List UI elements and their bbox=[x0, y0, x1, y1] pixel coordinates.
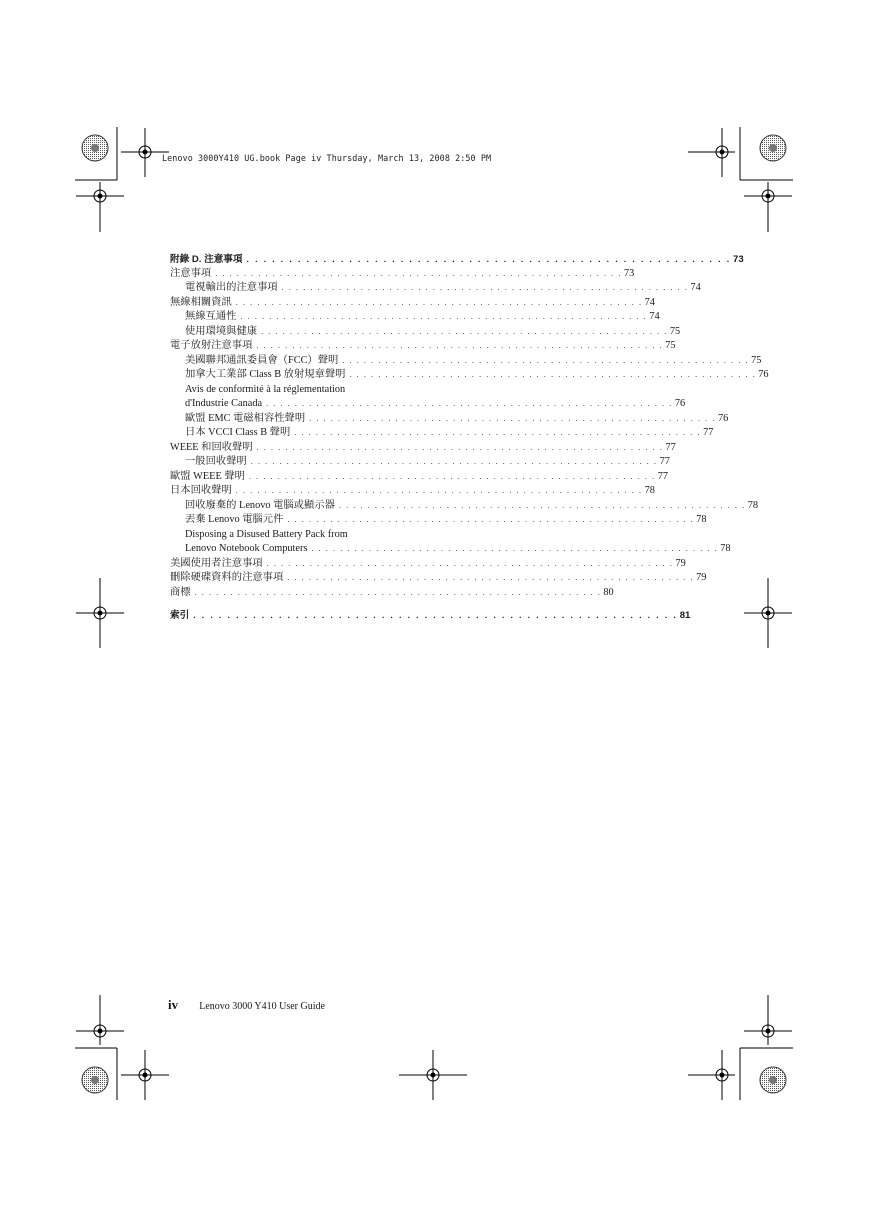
toc-entry-page: 73 bbox=[733, 254, 744, 265]
dot-leader: . . . . . . . . . . . . . . . . . . . . . . . . . . . . . . . . . . . . . . . . . . . . . . . . . . . . . . . . . bbox=[248, 471, 656, 481]
toc-entry-battery-line2[interactable] bbox=[170, 542, 731, 557]
toc-entry-japan-vcci[interactable] bbox=[170, 426, 714, 441]
toc-entry-avis-line2[interactable] bbox=[170, 397, 686, 412]
toc-entry-appendix-d[interactable] bbox=[170, 252, 744, 267]
toc-entry-battery-line1[interactable] bbox=[170, 528, 410, 543]
dot-leader: . . . . . . . . . . . . . . . . . . . . . . . . . . . . . . . . . . . . . . . . . . . . . . . . . . . . . . . . . bbox=[349, 370, 757, 379]
toc-entry-page: 73 bbox=[624, 267, 635, 279]
toc-entry-usage-env-health[interactable] bbox=[170, 325, 681, 340]
dot-leader: . . . . . . . . . . . . . . . . . . . . . . . . . . . . . . . . . . . . . . . . . . . . . . . . . . . . . . . . . bbox=[215, 268, 622, 278]
toc-entry-index[interactable] bbox=[170, 608, 691, 623]
toc-entry-title: 商標 bbox=[170, 586, 191, 598]
toc-entry-title: 日本 VCCI Class B 聲明 bbox=[185, 427, 291, 438]
toc-entry-title: Avis de conformité à la réglementation bbox=[185, 383, 346, 395]
toc-entry-page: 78 bbox=[720, 543, 731, 554]
toc-entry-page: 77 bbox=[703, 427, 714, 438]
toc-entry-title: 無線互通性 bbox=[185, 311, 237, 322]
toc-entry-wireless-interop[interactable] bbox=[170, 310, 660, 325]
dot-leader: . . . . . . . . . . . . . . . . . . . . . . . . . . . . . . . . . . . . . . . . . . . . . . . . . . . . . . . . . bbox=[250, 457, 658, 466]
dot-leader: . . . . . . . . . . . . . . . . . . . . . . . . . . . . . . . . . . . . . . . . . . . . . . . . . . . . . . . . . bbox=[235, 297, 643, 307]
toc-entry-title: 歐盟 EMC 電磁相容性聲明 bbox=[185, 412, 306, 424]
toc-entry-title: 回收廢棄的 Lenovo 電腦或顯示器 bbox=[185, 499, 335, 511]
dot-leader: . . . . . . . . . . . . . . . . . . . . . . . . . . . . . . . . . . . . . . . . . . . . . . . . . . . . . . . . . bbox=[309, 413, 716, 423]
toc-entry-avis-line1[interactable] bbox=[170, 383, 410, 398]
page-number: iv bbox=[168, 997, 179, 1012]
toc-entry-title: 索引 bbox=[170, 610, 190, 621]
toc-entry-page: 77 bbox=[659, 456, 670, 467]
toc-entry-page: 75 bbox=[669, 325, 681, 337]
dot-leader: . . . . . . . . . . . . . . . . . . . . . . . . . . . . . . . . . . . . . . . . . . . . . . . . . . . . . . . . . bbox=[246, 254, 732, 264]
toc-entry-title: 一般回收聲明 bbox=[185, 456, 247, 467]
toc-entry-page: 81 bbox=[679, 610, 691, 621]
toc-entry-page: 75 bbox=[665, 340, 676, 351]
toc-entry-title: 無線相關資訊 bbox=[170, 296, 232, 308]
dot-leader: . . . . . . . . . . . . . . . . . . . . . . . . . . . . . . . . . . . . . . . . . . . . . . . . . . . . . . . . . bbox=[311, 544, 719, 553]
toc-entry-title: 丟棄 Lenovo 電腦元件 bbox=[185, 514, 284, 525]
toc-entry-page: 74 bbox=[649, 311, 660, 322]
dot-leader: . . . . . . . . . . . . . . . . . . . . . . . . . . . . . . . . . . . . . . . . . . . . . . . . . . . . . . . . . bbox=[266, 399, 673, 408]
dot-leader: . . . . . . . . . . . . . . . . . . . . . . . . . . . . . . . . . . . . . . . . . . . . . . . . . . . . . . . . . bbox=[287, 573, 695, 582]
toc-entry-page: 78 bbox=[747, 499, 758, 511]
toc-entry-page: 74 bbox=[690, 282, 701, 293]
toc-entry-wireless-info[interactable] bbox=[170, 296, 655, 311]
toc-entry-fcc[interactable] bbox=[170, 354, 762, 369]
toc-entry-title: 歐盟 WEEE 聲明 bbox=[170, 470, 245, 482]
toc-entry-eu-weee[interactable] bbox=[170, 470, 669, 485]
toc-entry-canada-class-b[interactable] bbox=[170, 368, 769, 383]
toc-entry-page: 76 bbox=[717, 412, 729, 424]
toc-entry-title: 電子放射注意事項 bbox=[170, 340, 253, 351]
table-of-contents bbox=[170, 252, 769, 623]
toc-entry-title: 注意事項 bbox=[170, 267, 212, 279]
toc-entry-page: 79 bbox=[696, 572, 707, 583]
toc-gap bbox=[170, 600, 410, 608]
toc-entry-page: 74 bbox=[644, 296, 655, 308]
toc-entry-general-recycling[interactable] bbox=[170, 455, 670, 470]
dot-leader: . . . . . . . . . . . . . . . . . . . . . . . . . . . . . . . . . . . . . . . . . . . . . . . . . . . . . . . . . bbox=[235, 486, 643, 495]
toc-entry-emission-notices[interactable] bbox=[170, 339, 676, 354]
toc-entry-page: 76 bbox=[758, 369, 769, 380]
toc-entry-title: 加拿大工業部 Class B 放射規章聲明 bbox=[185, 369, 346, 380]
toc-entry-title: 電視輸出的注意事項 bbox=[185, 282, 278, 293]
toc-entry-page: 78 bbox=[696, 514, 707, 525]
toc-entry-title: Disposing a Disused Battery Pack from bbox=[185, 528, 348, 540]
book-title: Lenovo 3000 Y410 User Guide bbox=[199, 1001, 325, 1012]
toc-entry-tv-output[interactable] bbox=[170, 281, 701, 296]
toc-entry-page: 77 bbox=[665, 441, 676, 453]
toc-entry-trademarks[interactable] bbox=[170, 586, 614, 601]
dot-leader: . . . . . . . . . . . . . . . . . . . . . . . . . . . . . . . . . . . . . . . . . . . . . . . . . . . . . . . . . bbox=[256, 341, 664, 350]
toc-entry-page: 79 bbox=[675, 557, 686, 569]
dot-leader: . . . . . . . . . . . . . . . . . . . . . . . . . . . . . . . . . . . . . . . . . . . . . . . . . . . . . . . . . bbox=[194, 587, 602, 597]
dot-leader: . . . . . . . . . . . . . . . . . . . . . . . . . . . . . . . . . . . . . . . . . . . . . . . . . . . . . . . . . bbox=[240, 312, 648, 321]
dot-leader: . . . . . . . . . . . . . . . . . . . . . . . . . . . . . . . . . . . . . . . . . . . . . . . . . . . . . . . . . bbox=[281, 283, 689, 292]
toc-entry-page: 76 bbox=[674, 398, 686, 409]
toc-entry-us-users[interactable] bbox=[170, 557, 686, 572]
toc-entry-title: WEEE 和回收聲明 bbox=[170, 441, 253, 453]
print-slug: Lenovo 3000Y410 UG.book Page iv Thursday, March 13, 2008 2:50 PM bbox=[162, 153, 492, 163]
toc-entry-title: 美國使用者注意事項 bbox=[170, 557, 263, 569]
toc-entry-weee-recycling[interactable] bbox=[170, 441, 676, 456]
dot-leader: . . . . . . . . . . . . . . . . . . . . . . . . . . . . . . . . . . . . . . . . . . . . . . . . . . . . . . . . . bbox=[266, 558, 674, 568]
toc-entry-page: 75 bbox=[751, 354, 762, 366]
dot-leader: . . . . . . . . . . . . . . . . . . . . . . . . . . . . . . . . . . . . . . . . . . . . . . . . . . . . . . . . . bbox=[287, 515, 695, 524]
toc-entry-page: 78 bbox=[644, 485, 655, 496]
toc-entry-notices[interactable] bbox=[170, 267, 635, 282]
toc-entry-dispose-components[interactable] bbox=[170, 513, 707, 528]
toc-entry-japan-recycling[interactable] bbox=[170, 484, 655, 499]
dot-leader: . . . . . . . . . . . . . . . . . . . . . . . . . . . . . . . . . . . . . . . . . . . . . . . . . . . . . . . . . bbox=[338, 500, 746, 510]
dot-leader: . . . . . . . . . . . . . . . . . . . . . . . . . . . . . . . . . . . . . . . . . . . . . . . . . . . . . . . . . bbox=[261, 326, 668, 336]
toc-entry-page: 80 bbox=[603, 586, 614, 598]
toc-entry-title: 美國聯邦通訊委員會（FCC）聲明 bbox=[185, 354, 339, 366]
toc-entry-title: d'Industrie Canada bbox=[185, 398, 263, 409]
toc-entry-page: 77 bbox=[657, 470, 669, 482]
toc-entry-hdd-data[interactable] bbox=[170, 571, 707, 586]
toc-entry-title: 附錄 D. 注意事項 bbox=[170, 254, 243, 265]
dot-leader: . . . . . . . . . . . . . . . . . . . . . . . . . . . . . . . . . . . . . . . . . . . . . . . . . . . . . . . . . bbox=[256, 442, 664, 452]
toc-entry-collect-recycle[interactable] bbox=[170, 499, 758, 514]
page-footer bbox=[168, 994, 325, 1013]
toc-entry-title: Lenovo Notebook Computers bbox=[185, 543, 308, 554]
toc-entry-title: 日本回收聲明 bbox=[170, 485, 232, 496]
dot-leader: . . . . . . . . . . . . . . . . . . . . . . . . . . . . . . . . . . . . . . . . . . . . . . . . . . . . . . . . . bbox=[342, 355, 750, 365]
dot-leader: . . . . . . . . . . . . . . . . . . . . . . . . . . . . . . . . . . . . . . . . . . . . . . . . . . . . . . . . . bbox=[294, 428, 702, 437]
toc-entry-eu-emc[interactable] bbox=[170, 412, 729, 427]
toc-entry-title: 使用環境與健康 bbox=[185, 325, 258, 337]
toc-entry-title: 刪除硬碟資料的注意事項 bbox=[170, 572, 284, 583]
dot-leader: . . . . . . . . . . . . . . . . . . . . . . . . . . . . . . . . . . . . . . . . . . . . . . . . . . . . . . . . . bbox=[193, 610, 678, 620]
